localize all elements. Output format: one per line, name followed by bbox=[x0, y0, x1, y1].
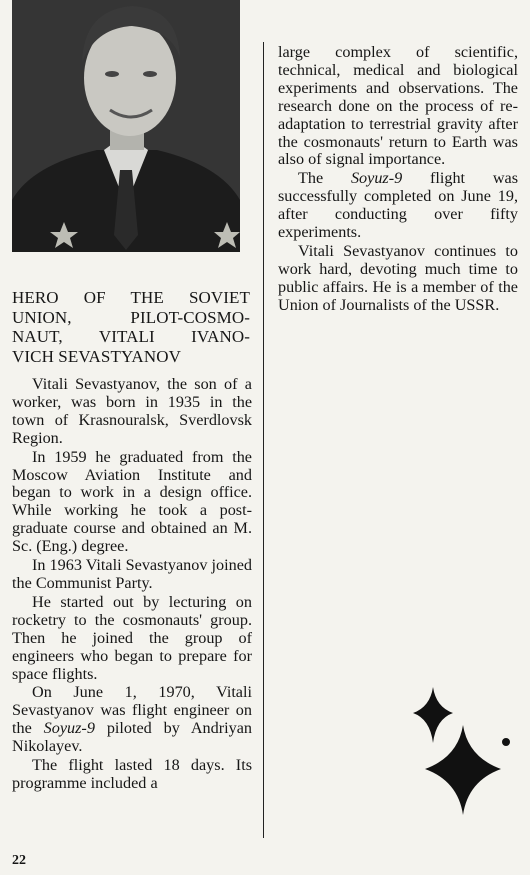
paragraph: large complex of scientific, technical, medical and biological experiments and observations. The research done on the process of re-adaptation to terrestrial gravity after the cosmonauts' return to Earth was also of signal importance. bbox=[278, 43, 518, 169]
heading-line: VICH SEVASTYANOV bbox=[12, 346, 181, 366]
heading-line: UNION, PILOT-COSMO- bbox=[12, 307, 250, 327]
paragraph: Vitali Sevastyanov, the son of a worker, was born in 1935 in the town of Krasnouralsk, Sverdlovsk Region. bbox=[12, 375, 252, 447]
right-column bbox=[278, 44, 518, 315]
four-point-stars-icon bbox=[405, 685, 525, 825]
text-run: On June 1, 1970, Vitali Sevastyanov was flight engineer on the bbox=[12, 683, 252, 738]
paragraph: In 1963 Vitali Sevastyanov joined the Communist Party. bbox=[12, 556, 252, 592]
paragraph: He started out by lecturing on rocketry to the cosmonauts' group. Then he joined the group of engineers who began to prepare for space flights. bbox=[12, 592, 252, 683]
paragraph bbox=[12, 684, 252, 756]
paragraph bbox=[278, 170, 518, 242]
heading-line: NAUT, VITALI IVANO- bbox=[12, 327, 250, 346]
paragraph: The flight lasted 18 days. Its programme included a bbox=[12, 756, 252, 792]
page-number: 22 bbox=[12, 853, 26, 868]
paragraph: In 1959 he graduated from the Moscow Aviation Institute and began to work in a design office. While working he took a post-graduate course and obtained an M. Sc. (Eng.) degree. bbox=[12, 447, 252, 556]
ship-name: Soyuz-9 bbox=[350, 169, 403, 188]
paragraph: Vitali Sevastyanov continues to work hard, devoting much time to public affairs. He is a member of the Union of Journalists of the USSR. bbox=[278, 241, 518, 314]
column-divider bbox=[263, 42, 264, 838]
text-run: piloted by Andriyan Nikolayev. bbox=[12, 719, 252, 756]
text-run: The bbox=[298, 169, 351, 188]
left-column bbox=[12, 376, 252, 793]
heading-line: HERO OF THE SOVIET bbox=[12, 288, 250, 307]
text-run: flight was successfully completed on June 19, after conducting over fifty experiments. bbox=[278, 169, 518, 242]
portrait-photo bbox=[12, 0, 240, 252]
article-heading bbox=[12, 288, 250, 366]
ship-name: Soyuz-9 bbox=[43, 719, 95, 738]
